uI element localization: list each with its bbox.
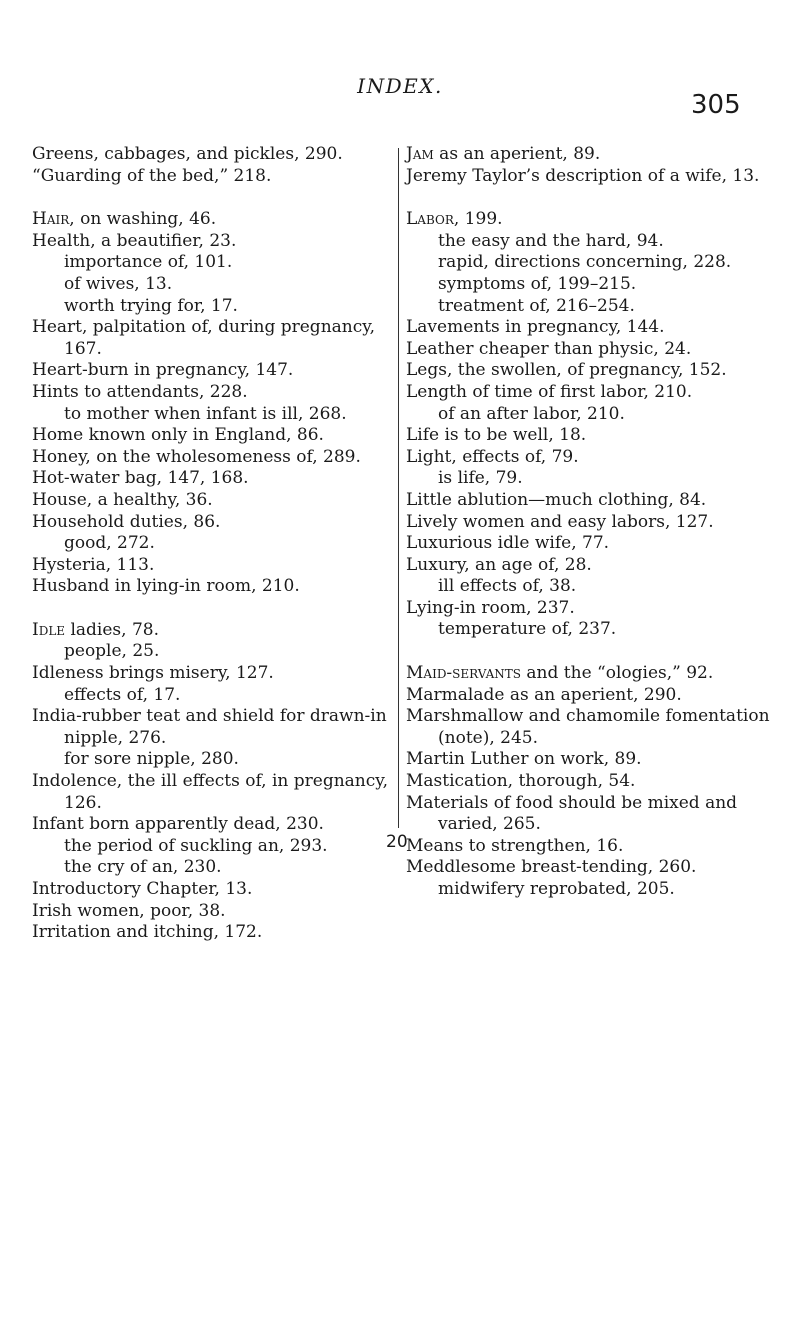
entry-text: the easy and the hard, 94. [438,230,664,251]
entry-text: Household duties, 86. [32,511,221,532]
index-subentry [32,685,392,707]
index-column-left [32,144,392,944]
entry-text: Irish women, poor, 38. [32,900,226,921]
column-divider [398,148,399,828]
entry-text: Little ablution—much clothing, 84. [406,489,707,510]
index-entry [406,836,782,858]
index-entry [406,166,782,188]
index-entry [32,879,392,901]
signature-mark: 20 [386,832,408,852]
index-entry [406,490,782,512]
index-entry [32,360,392,382]
entry-text: Mastication, thorough, 54. [406,771,636,792]
index-subentry [32,641,392,663]
entry-text: Luxury, an age of, 28. [406,554,592,575]
index-subentry [32,404,392,426]
index-subentry [406,576,782,598]
entry-text: India-rubber teat and shield for drawn-in nipple, 276. [32,706,387,748]
index-subentry [32,836,392,858]
entry-text: temperature of, 237. [438,619,617,640]
index-column-right [406,144,782,901]
index-entry [32,901,392,923]
entry-text: Lively women and easy labors, 127. [406,511,714,532]
index-entry [32,425,392,447]
index-entry [32,317,392,360]
index-subentry [32,749,392,771]
entry-text: Life is to be well, 18. [406,425,587,446]
section-gap [406,187,782,209]
entry-text: Irritation and itching, 172. [32,922,263,943]
entry-text: Means to strengthen, 16. [406,835,624,856]
entry-text: House, a healthy, 36. [32,489,213,510]
entry-text: to mother when infant is ill, 268. [64,403,347,424]
index-subentry [32,274,392,296]
index-subentry [32,533,392,555]
entry-text: Indolence, the ill effects of, in pregnancy, 126. [32,771,389,813]
entry-text: Honey, on the wholesomeness of, 289. [32,446,361,467]
entry-text: effects of, 17. [64,684,181,705]
entry-lead-word: Idle [32,619,66,640]
entry-text: Lavements in pregnancy, 144. [406,317,665,338]
entry-text: Hot-water bag, 147, 168. [32,468,249,489]
index-entry [32,231,392,253]
index-subentry [406,274,782,296]
index-entry [406,706,782,749]
entry-text: Jeremy Taylor’s description of a wife, 13. [406,165,760,186]
entry-text: , 199. [453,209,503,230]
entry-text: people, 25. [64,641,160,662]
index-entry [32,555,392,577]
index-subentry [406,468,782,490]
index-subentry [32,296,392,318]
section-gap [32,598,392,620]
entry-text: importance of, 101. [64,252,233,273]
entry-text: Heart-burn in pregnancy, 147. [32,360,294,381]
index-subentry [406,296,782,318]
index-entry [406,663,782,685]
entry-text: midwifery reprobated, 205. [438,879,675,899]
entry-text: is life, 79. [438,468,523,489]
entry-text: and the “ologies,” 92. [521,663,714,684]
entry-text: Heart, palpitation of, during pregnancy, 167. [32,317,375,359]
index-entry [32,706,392,749]
index-entry [406,209,782,231]
entry-text: Health, a beautifier, 23. [32,230,237,251]
index-entry [32,814,392,836]
index-entry [32,620,392,642]
entry-text: Length of time of first labor, 210. [406,381,693,402]
entry-text: Greens, cabbages, and pickles, 290. [32,144,343,164]
index-entry [32,447,392,469]
index-subentry [406,619,782,641]
index-entry [406,857,782,879]
index-entry [406,749,782,771]
index-entry [406,512,782,534]
entry-text: good, 272. [64,533,155,554]
entry-text: rapid, directions concerning, 228. [438,252,732,273]
entry-lead-word: Labor [406,209,454,230]
entry-text: Lying-in room, 237. [406,597,575,618]
entry-lead-word: Hair [32,209,70,230]
index-entry [406,793,782,836]
entry-text: symptoms of, 199–215. [438,273,637,294]
entry-text: Marshmallow and chamomile fomentation (note), 245. [406,706,770,748]
entry-text: the period of suckling an, 293. [64,835,328,856]
entry-lead-word: Jam [406,144,434,164]
index-entry [406,685,782,707]
entry-text: worth trying for, 17. [64,295,238,316]
index-entry [32,382,392,404]
index-entry [32,512,392,534]
entry-text: Infant born apparently dead, 230. [32,814,324,835]
entry-lead-word: Maid-servants [406,663,522,684]
entry-text: of an after labor, 210. [438,403,625,424]
entry-text: Legs, the swollen, of pregnancy, 152. [406,360,727,381]
entry-text: Hysteria, 113. [32,554,155,575]
index-entry [406,425,782,447]
index-entry [406,360,782,382]
index-subentry [32,857,392,879]
index-entry [32,209,392,231]
index-entry [32,490,392,512]
index-entry [406,447,782,469]
entry-text: , on washing, 46. [69,209,217,230]
index-entry [32,663,392,685]
entry-text: Hints to attendants, 228. [32,381,248,402]
index-entry [32,166,392,188]
index-entry [32,144,392,166]
index-subentry [406,404,782,426]
page-number: 305 [691,90,741,120]
index-subentry [406,231,782,253]
entry-text: Martin Luther on work, 89. [406,749,642,770]
index-entry [32,576,392,598]
entry-text: Leather cheaper than physic, 24. [406,338,692,359]
entry-text: Marmalade as an aperient, 290. [406,684,682,705]
entry-text: Luxurious idle wife, 77. [406,533,610,554]
index-entry [406,339,782,361]
entry-text: Idleness brings misery, 127. [32,663,274,684]
index-subentry [406,879,782,901]
entry-text: Introductory Chapter, 13. [32,879,253,899]
index-entry [406,771,782,793]
section-gap [32,187,392,209]
index-entry [32,922,392,944]
index-entry [406,598,782,620]
entry-text: Husband in lying-in room, 210. [32,576,300,597]
entry-text: Home known only in England, 86. [32,425,324,446]
section-gap [406,641,782,663]
index-entry [32,468,392,490]
index-entry [32,771,392,814]
entry-text: “Guarding of the bed,” 218. [32,165,272,186]
entry-text: as an aperient, 89. [433,144,601,164]
entry-text: the cry of an, 230. [64,857,222,878]
running-head: INDEX. [357,74,443,98]
index-subentry [32,252,392,274]
entry-text: Materials of food should be mixed and varied, 265. [406,792,738,835]
index-entry [406,317,782,339]
entry-text: ill effects of, 38. [438,576,577,597]
entry-text: Light, effects of, 79. [406,446,579,467]
index-entry [406,533,782,555]
entry-text: for sore nipple, 280. [64,749,239,770]
entry-text: Meddlesome breast-tending, 260. [406,857,697,878]
index-subentry [406,252,782,274]
index-entry [406,382,782,404]
entry-text: ladies, 78. [65,619,160,640]
entry-text: treatment of, 216–254. [438,295,635,316]
entry-text: of wives, 13. [64,273,173,294]
index-entry [406,555,782,577]
index-entry [406,144,782,166]
